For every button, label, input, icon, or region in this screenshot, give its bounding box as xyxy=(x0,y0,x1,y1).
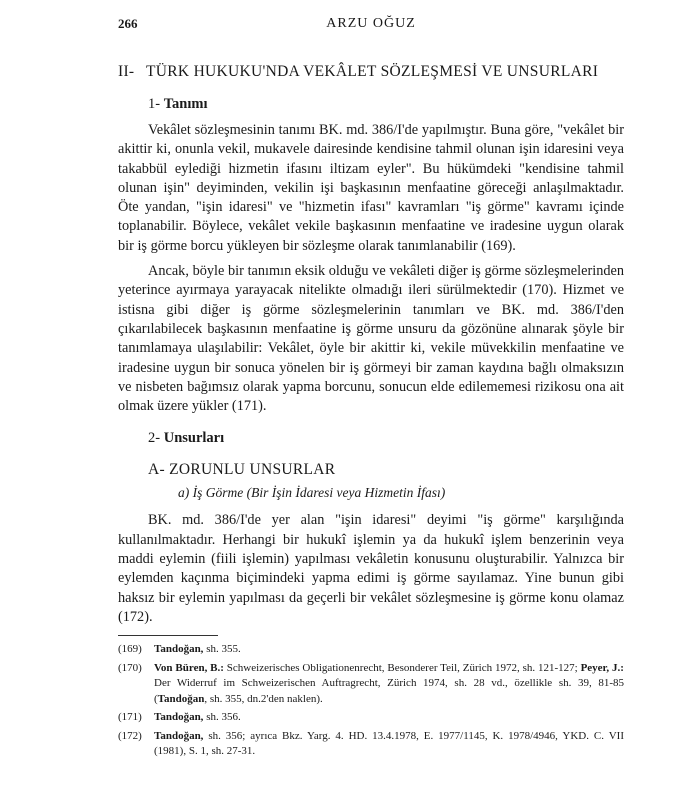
footnote-text: , sh. 355, dn.2'den naklen). xyxy=(204,692,323,705)
footnote-divider xyxy=(118,635,218,636)
footnote-number: (171) xyxy=(118,711,142,724)
footnote-text: sh. 356. xyxy=(203,711,241,724)
subheading-number: 1- xyxy=(148,96,161,112)
footnote-author: Tandoğan xyxy=(157,692,205,705)
subheading-elements xyxy=(148,430,624,447)
page-number: 266 xyxy=(118,16,138,31)
page-content xyxy=(118,62,624,763)
heading-performing-work: a) İş Görme (Bir İşin İdaresi veya Hizmetin İfası) xyxy=(178,485,446,501)
subheading-title: Unsurları xyxy=(163,430,225,447)
footnote-author: Tandoğan, xyxy=(154,729,204,742)
paragraph: Vekâlet sözleşmesinin tanımı BK. md. 386/I'de yapılmıştır. Buna göre, "vekâlet bir akittir ki, onunla vekil, mukavele dairesinde kendisine tahmil olunan işin idaresini veya takabbül eylediği hizmetin ifasını iltizam eyler". Bu hükümdeki "kendisine tahmil olunan işin" deyiminden, vekilin işi başkasının menfaatine göreceği anlaşılmaktadır. Öte yandan, "işin idaresi" ve "hizmetin ifası" kavramları "iş görme" kavramı içinde toplanabilir. Böylece, vekâlet vekile başkasının menfaatine ve iradesine uygun olarak bir iş görme borcu yükleyen bir sözleşme olarak tanımlanabilir (169). xyxy=(118,122,624,254)
footnote-text: Schweizerisches Obligationenrecht, Besonderer Teil, Zürich 1972, sh. 121-127; xyxy=(223,661,581,674)
subheading-definition xyxy=(148,96,624,113)
subheading-title: Tanımı xyxy=(163,96,208,112)
footnote-author: Von Büren, B.: xyxy=(154,661,224,674)
footnote-author: Tandoğan, xyxy=(154,711,204,724)
footnote xyxy=(118,661,624,708)
section-title xyxy=(118,62,624,81)
section-number: II- xyxy=(118,63,135,80)
paragraph: BK. md. 386/I'de yer alan "işin idaresi" deyimi "iş görme" karşılığında kullanılmaktadır. Herhangi bir hukukî işlemin ya da hukukî işlem benzerinin veya maddi eylemin (fiili işlemin) yapılması vekâletin konusunu oluşturabilir. Yalnızca bir eylemden kaçınma biçimindeki yapma edimi iş görme sayılamaz. Yine bunun gibi haksız bir eylemin yapılması da geçerli bir vekâlet sözleşmesine iş görme konu olamaz (172). xyxy=(118,512,624,625)
footnote-author: Peyer, J.: xyxy=(580,661,624,674)
footnote xyxy=(118,642,624,658)
footnote-text: sh. 356; ayrıca Bkz. Yarg. 4. HD. 13.4.1978, E. 1977/1145, K. 1978/4946, YKD. C. VII (1981), S. 1, sh. 27-31. xyxy=(154,729,624,758)
footnote-author: Tandoğan, xyxy=(154,643,204,656)
footnote-text: Der Widerruf im Schweizerischen Auftragrecht, Zürich 1974, sh. 28 vd., özellikle sh. 39, 81-85 ( xyxy=(154,677,624,705)
footnote xyxy=(118,710,624,726)
paragraph: Ancak, böyle bir tanımın eksik olduğu ve vekâleti diğer iş görme sözleşmelerinden yeterince ayırmaya yarayacak nitelikte olmadığı ileri sürülmektedir (170). Hizmet ve istisna gibi diğer iş görme sözleşmelerinin tanımları ve BK. md. 386/I'den çıkarılabilecek başkasının menfaatine iş görme unsuru da gözönüne alınarak şöyle bir tanımlamaya ulaşılabilir: Vekâlet, öyle bir akittir ki, vekile müvekkilin menfaatine ve iradesine uygun bir sonuca yönelen bir iş görmeyi bir zaman kaydına bağlı olmaksızın ve nisbeten bağımsız olarak yapma borcunu, sonucun elde edilememesi rizikosu ona ait olmak üzere yükler (171). xyxy=(118,263,624,415)
footnote-number: (170) xyxy=(118,661,142,674)
footnote-text: sh. 355. xyxy=(203,643,241,656)
page-header xyxy=(118,16,624,36)
footnote xyxy=(118,729,624,760)
footnote-number: (169) xyxy=(118,643,142,656)
heading-mandatory-elements: A- ZORUNLU UNSURLAR xyxy=(148,461,336,479)
subheading-number: 2- xyxy=(148,430,161,447)
section-title-text: TÜRK HUKUKU'NDA VEKÂLET SÖZLEŞMESİ VE UNSURLARI xyxy=(146,63,599,80)
footnote-number: (172) xyxy=(118,729,142,742)
running-head: ARZU OĞUZ xyxy=(326,16,416,31)
